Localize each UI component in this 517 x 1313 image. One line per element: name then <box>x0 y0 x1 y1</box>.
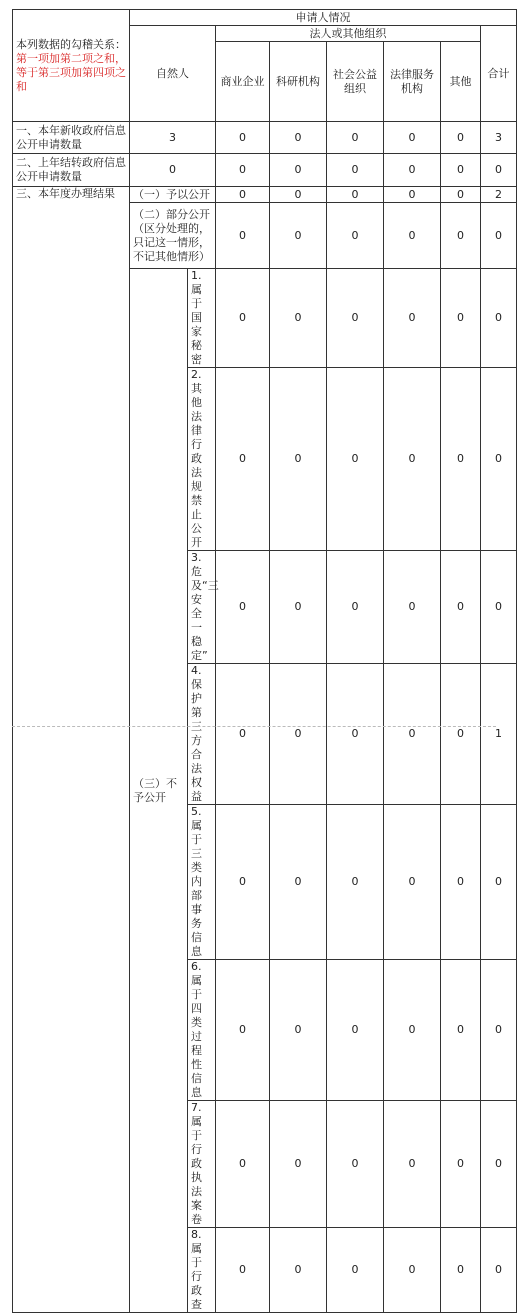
cell-total: 1 <box>481 664 517 805</box>
cell-research: 0 <box>270 154 327 187</box>
table-row <box>13 122 517 154</box>
header-research: 科研机构 <box>270 42 327 122</box>
cell-other: 0 <box>441 203 481 269</box>
cell-research: 0 <box>270 805 327 960</box>
cell-social-welfare: 0 <box>327 805 384 960</box>
cell-total: 0 <box>481 1101 517 1228</box>
table-row <box>13 154 517 187</box>
cell-total: 0 <box>481 269 517 368</box>
page-crop-edge <box>12 726 496 727</box>
cell-research: 0 <box>270 368 327 551</box>
row-label: 7. 属于行政执法案卷 <box>188 1101 216 1228</box>
cell-commercial: 0 <box>216 154 270 187</box>
cell-social-welfare: 0 <box>327 187 384 203</box>
header-legal-service: 法律服务机构 <box>384 42 441 122</box>
cell-other: 0 <box>441 154 481 187</box>
row-label-results: 三、本年度办理结果 <box>13 187 130 1313</box>
cell-commercial: 0 <box>216 1101 270 1228</box>
row-label: （一）予以公开 <box>130 187 216 203</box>
cell-social-welfare: 0 <box>327 154 384 187</box>
cell-total: 3 <box>481 122 517 154</box>
cell-social-welfare: 0 <box>327 122 384 154</box>
cell-commercial: 0 <box>216 203 270 269</box>
header-commercial: 商业企业 <box>216 42 270 122</box>
cell-commercial: 0 <box>216 269 270 368</box>
cell-commercial: 0 <box>216 805 270 960</box>
cell-other: 0 <box>441 960 481 1101</box>
cell-social-welfare: 0 <box>327 1101 384 1228</box>
header-note-cell <box>13 10 130 122</box>
row-label: 3. 危及“三安全一稳定” <box>188 551 216 664</box>
cell-legal-service: 0 <box>384 122 441 154</box>
cell-research: 0 <box>270 122 327 154</box>
cell-other: 0 <box>441 368 481 551</box>
row-label: 8. 属于行政查 <box>188 1228 216 1313</box>
header-note-highlight: 第一项加第二项之和，等于第三项加第四项之和 <box>16 51 126 93</box>
header-natural-person: 自然人 <box>130 26 216 122</box>
cell-social-welfare: 0 <box>327 203 384 269</box>
cell-social-welfare: 0 <box>327 368 384 551</box>
cell-legal-service: 0 <box>384 187 441 203</box>
cell-commercial: 0 <box>216 664 270 805</box>
cell-research: 0 <box>270 203 327 269</box>
cell-research: 0 <box>270 187 327 203</box>
cell-social-welfare: 0 <box>327 551 384 664</box>
cell-legal-service: 0 <box>384 551 441 664</box>
cell-commercial: 0 <box>216 551 270 664</box>
cell-total: 0 <box>481 551 517 664</box>
cell-commercial: 0 <box>216 960 270 1101</box>
cell-research: 0 <box>270 960 327 1101</box>
row-label: 2. 其他法律行政法规禁止公开 <box>188 368 216 551</box>
cell-research: 0 <box>270 664 327 805</box>
cell-commercial: 0 <box>216 187 270 203</box>
cell-research: 0 <box>270 1101 327 1228</box>
row-label: 4. 保护第三方合法权益 <box>188 664 216 805</box>
cell-other: 0 <box>441 122 481 154</box>
cell-total: 0 <box>481 805 517 960</box>
cell-commercial: 0 <box>216 368 270 551</box>
cell-social-welfare: 0 <box>327 664 384 805</box>
cell-research: 0 <box>270 551 327 664</box>
cell-legal-service: 0 <box>384 269 441 368</box>
cell-natural-person: 0 <box>130 154 216 187</box>
cell-total: 0 <box>481 203 517 269</box>
row-label: 二、上年结转政府信息公开申请数量 <box>13 154 130 187</box>
row-label: 1. 属于国家秘密 <box>188 269 216 368</box>
header-total: 合计 <box>481 26 517 122</box>
row-label-not-disclosed: （三）不予公开 <box>130 269 188 1313</box>
cell-total: 0 <box>481 1228 517 1313</box>
row-label: （二）部分公开（区分处理的，只记这一情形，不记其他情形） <box>130 203 216 269</box>
row-label: 5. 属于三类内部事务信息 <box>188 805 216 960</box>
row-label: 6. 属于四类过程性信息 <box>188 960 216 1101</box>
cell-total: 0 <box>481 154 517 187</box>
cell-legal-service: 0 <box>384 154 441 187</box>
cell-other: 0 <box>441 187 481 203</box>
header-social-welfare: 社会公益组织 <box>327 42 384 122</box>
table-row <box>13 187 517 203</box>
cell-legal-service: 0 <box>384 368 441 551</box>
cell-research: 0 <box>270 269 327 368</box>
cell-social-welfare: 0 <box>327 1228 384 1313</box>
cell-legal-service: 0 <box>384 1228 441 1313</box>
cell-research: 0 <box>270 1228 327 1313</box>
cell-social-welfare: 0 <box>327 269 384 368</box>
cell-natural-person: 3 <box>130 122 216 154</box>
cell-other: 0 <box>441 269 481 368</box>
cell-total: 2 <box>481 187 517 203</box>
header-note-text: 本列数据的勾稽关系： <box>16 37 126 51</box>
cell-legal-service: 0 <box>384 960 441 1101</box>
cell-legal-service: 0 <box>384 1101 441 1228</box>
header-legal-person-group: 法人或其他组织 <box>216 26 481 42</box>
cell-other: 0 <box>441 1101 481 1228</box>
cell-commercial: 0 <box>216 1228 270 1313</box>
cell-other: 0 <box>441 805 481 960</box>
header-other: 其他 <box>441 42 481 122</box>
cell-total: 0 <box>481 368 517 551</box>
cell-other: 0 <box>441 551 481 664</box>
cell-other: 0 <box>441 1228 481 1313</box>
header-applicant-status: 申请人情况 <box>130 10 517 26</box>
cell-other: 0 <box>441 664 481 805</box>
statistics-table <box>12 9 517 1313</box>
cell-legal-service: 0 <box>384 203 441 269</box>
cell-legal-service: 0 <box>384 664 441 805</box>
cell-total: 0 <box>481 960 517 1101</box>
cell-legal-service: 0 <box>384 805 441 960</box>
cell-social-welfare: 0 <box>327 960 384 1101</box>
row-label: 一、本年新收政府信息公开申请数量 <box>13 122 130 154</box>
cell-commercial: 0 <box>216 122 270 154</box>
